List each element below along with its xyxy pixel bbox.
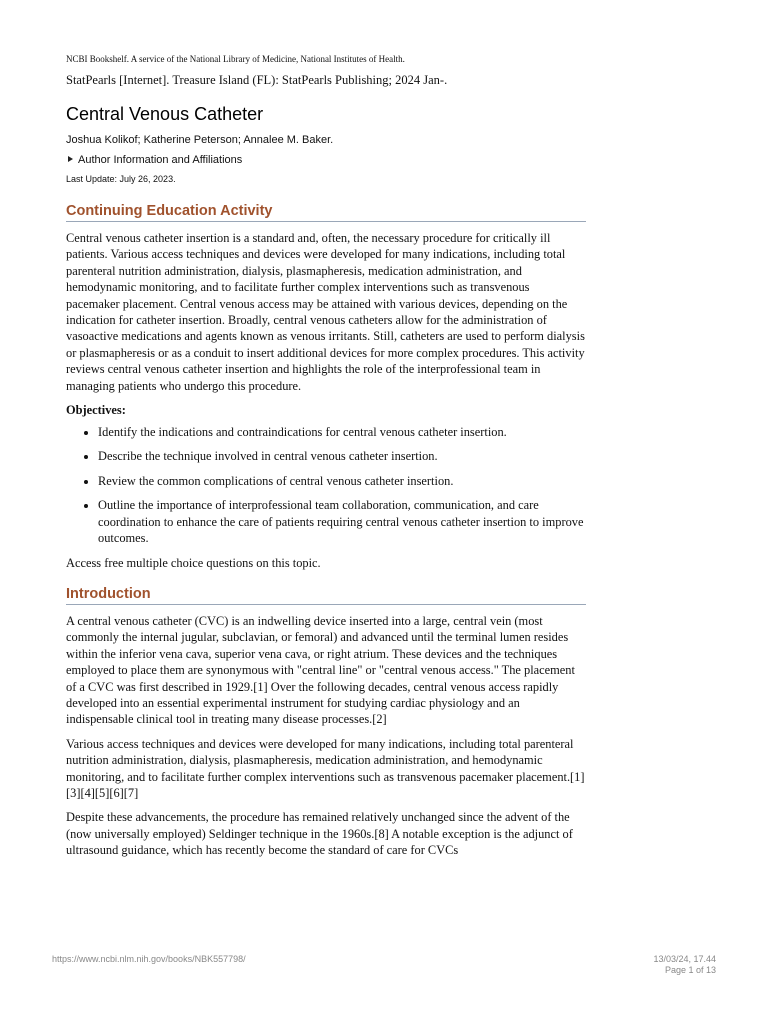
objectives-list	[66, 424, 586, 546]
introduction-paragraph: Various access techniques and devices were developed for many indications, including total parenteral nutrition administration, dialysis, plasmapheresis, medication administration, and hemodynamic monitoring, and to facilitate further complex interventions such as transvenous pacemaker placement.[1][3][4][5][6][7]	[66, 736, 585, 800]
print-datetime: 13/03/24, 17.44	[653, 954, 716, 964]
page-title: Central Venous Catheter	[66, 104, 264, 124]
footer-meta	[653, 954, 716, 976]
author-affiliations-toggle[interactable]	[68, 153, 586, 167]
page-number: Page 1 of 13	[664, 965, 716, 975]
continuing-education-paragraph: Central venous catheter insertion is a standard and, often, the necessary procedure for critically ill patients. Various access techniques and devices were developed for many indications, including total parenteral nutrition administration, dialysis, plasmapheresis, medication administration, and hemodynamic monitoring, and to facilitate further complex interventions such as transvenous pacemaker placement. Central venous access may be attained with various devices, depending on the indication for catheter insertion. Broadly, central venous catheters allow for the administration of vasoactive medications and agents known as venous irritants. Still, catheters are used to perform dialysis or plasmapheresis or as a conduit to insert additional devices for more complex procedures. This activity reviews central venous catheter insertion and highlights the role of the interprofessional team in managing patients who undergo this procedure.	[66, 231, 585, 393]
section-heading-continuing-education: Continuing Education Activity	[66, 202, 586, 222]
list-item: • Review the common complications of central venous catheter insertion.	[98, 473, 586, 489]
service-notice: NCBI Bookshelf. A service of the National Library of Medicine, National Institutes of Health.	[66, 54, 405, 64]
introduction-paragraph: Despite these advancements, the procedure has remained relatively unchanged since the advent of the (now universally employed) Seldinger technique in the 1960s.[8] A notable exception is the adjunct of ultrasound guidance, which has recently become the standard of care for CVCs	[66, 810, 573, 858]
author-affiliations-label: Author Information and Affiliations	[78, 154, 243, 166]
introduction-paragraph: A central venous catheter (CVC) is an indwelling device inserted into a large, central vein (most commonly the internal jugular, subclavian, or femoral) and advanced until the terminal lumen resides within the inferior vena cava, superior vena cava, or right atrium. These devices and the techniques employed to place them are synonymous with "central line" or "central venous access." The placement of a CVC was first described in 1929.[1] Over the following decades, central venous access rapidly developed into an essential experimental instrument for studying cardiac physiology and an indispensable clinical tool in treating many disease processes.[2]	[66, 613, 575, 727]
list-item: • Describe the technique involved in central venous catheter insertion.	[98, 448, 586, 464]
section-heading-introduction: Introduction	[66, 585, 586, 605]
last-update: Last Update: July 26, 2023.	[66, 174, 176, 184]
list-item: • Identify the indications and contraindications for central venous catheter insertion.	[98, 424, 586, 440]
document-page	[66, 52, 586, 859]
objectives-label: Objectives:	[66, 403, 126, 418]
author-list: Joshua Kolikof; Katherine Peterson; Annalee M. Baker.	[66, 134, 334, 146]
disclosure-triangle-icon	[68, 156, 73, 162]
footer-url: https://www.ncbi.nlm.nih.gov/books/NBK557798/	[52, 954, 246, 964]
citation-line: StatPearls [Internet]. Treasure Island (FL): StatPearls Publishing; 2024 Jan-.	[66, 73, 448, 87]
list-item: • Outline the importance of interprofessional team collaboration, communication, and care coordination to enhance the care of patients requiring central venous catheter insertion to improve outcomes.	[98, 497, 586, 546]
mcq-access-link[interactable]: Access free multiple choice questions on this topic.	[66, 555, 321, 570]
